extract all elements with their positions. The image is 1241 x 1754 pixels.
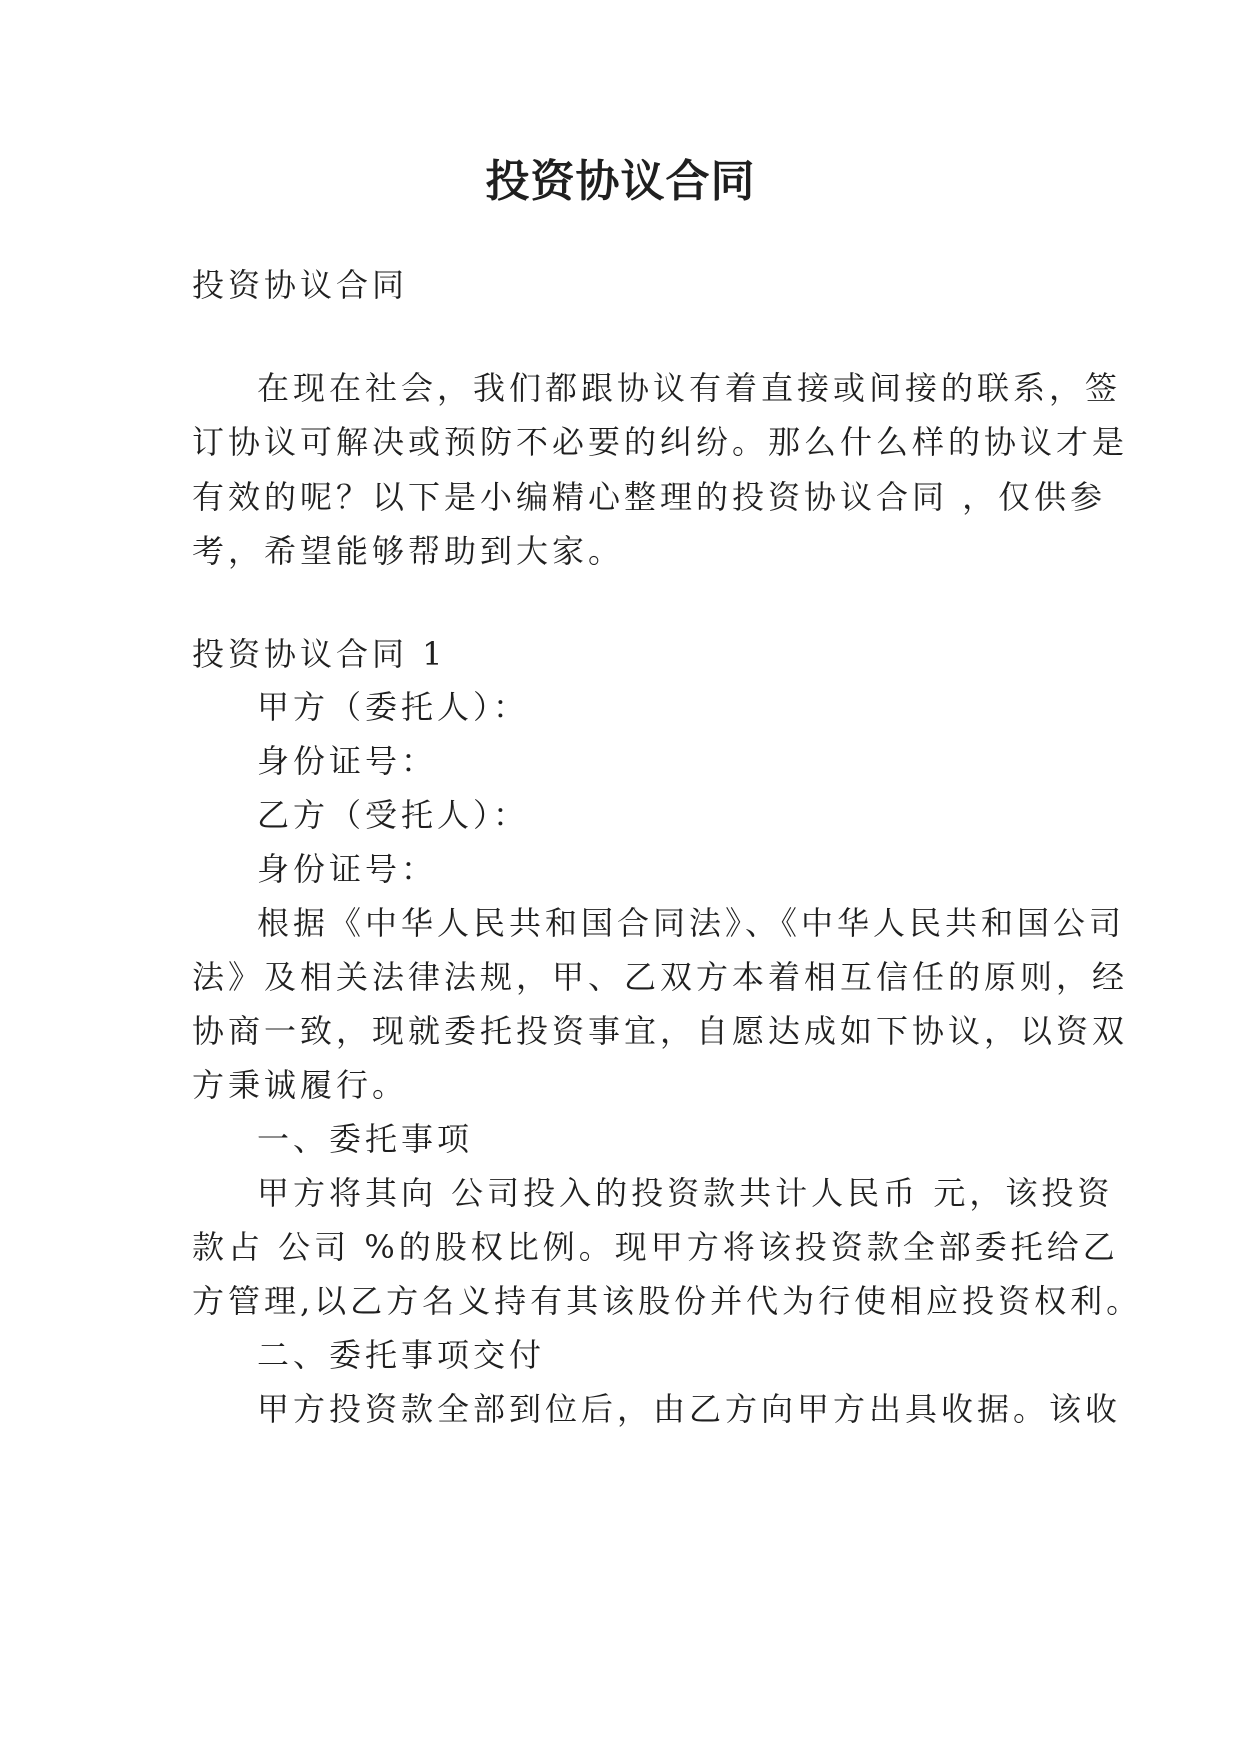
clause-1-line-2: 款占 公司 %的股权比例。现甲方将该投资款全部委托给乙 bbox=[192, 1228, 1119, 1266]
basis-line-3: 协商一致，现就委托投资事宜，自愿达成如下协议，以资双 bbox=[192, 1012, 1129, 1050]
document-title: 投资协议合同 bbox=[485, 156, 756, 207]
intro-line-1: 在现在社会，我们都跟协议有着直接或间接的联系，签 bbox=[257, 369, 1122, 407]
clause-1-line-3: 方管理,以乙方名义持有其该股份并代为行使相应投资权利。 bbox=[192, 1282, 1143, 1320]
party-a-id-line: 身份证号： bbox=[257, 742, 438, 780]
party-a-line: 甲方（委托人）： bbox=[257, 688, 530, 726]
intro-line-2: 订协议可解决或预防不必要的纠纷。那么什么样的协议才是 bbox=[192, 423, 1129, 461]
party-b-id-line: 身份证号： bbox=[257, 850, 438, 888]
clause-1-heading: 一、委托事项 bbox=[257, 1120, 474, 1158]
document-subtitle: 投资协议合同 bbox=[192, 266, 409, 304]
clause-1-line-1: 甲方将其向 公司投入的投资款共计人民币 元，该投资 bbox=[257, 1174, 1114, 1212]
party-b-line: 乙方（受托人）： bbox=[257, 796, 530, 834]
clause-2-line-1: 甲方投资款全部到位后，由乙方向甲方出具收据。该收 bbox=[257, 1390, 1122, 1428]
intro-line-3: 有效的呢？以下是小编精心整理的投资协议合同 ，仅供参 bbox=[192, 478, 1107, 516]
basis-line-4: 方秉诚履行。 bbox=[192, 1066, 409, 1104]
section-heading: 投资协议合同 1 bbox=[192, 635, 447, 673]
intro-line-4: 考，希望能够帮助到大家。 bbox=[192, 532, 625, 570]
clause-2-heading: 二、委托事项交付 bbox=[257, 1336, 546, 1374]
basis-line-1: 根据《中华人民共和国合同法》、《中华人民共和国公司 bbox=[257, 904, 1126, 942]
basis-line-2: 法》及相关法律法规，甲、乙双方本着相互信任的原则，经 bbox=[192, 958, 1129, 996]
